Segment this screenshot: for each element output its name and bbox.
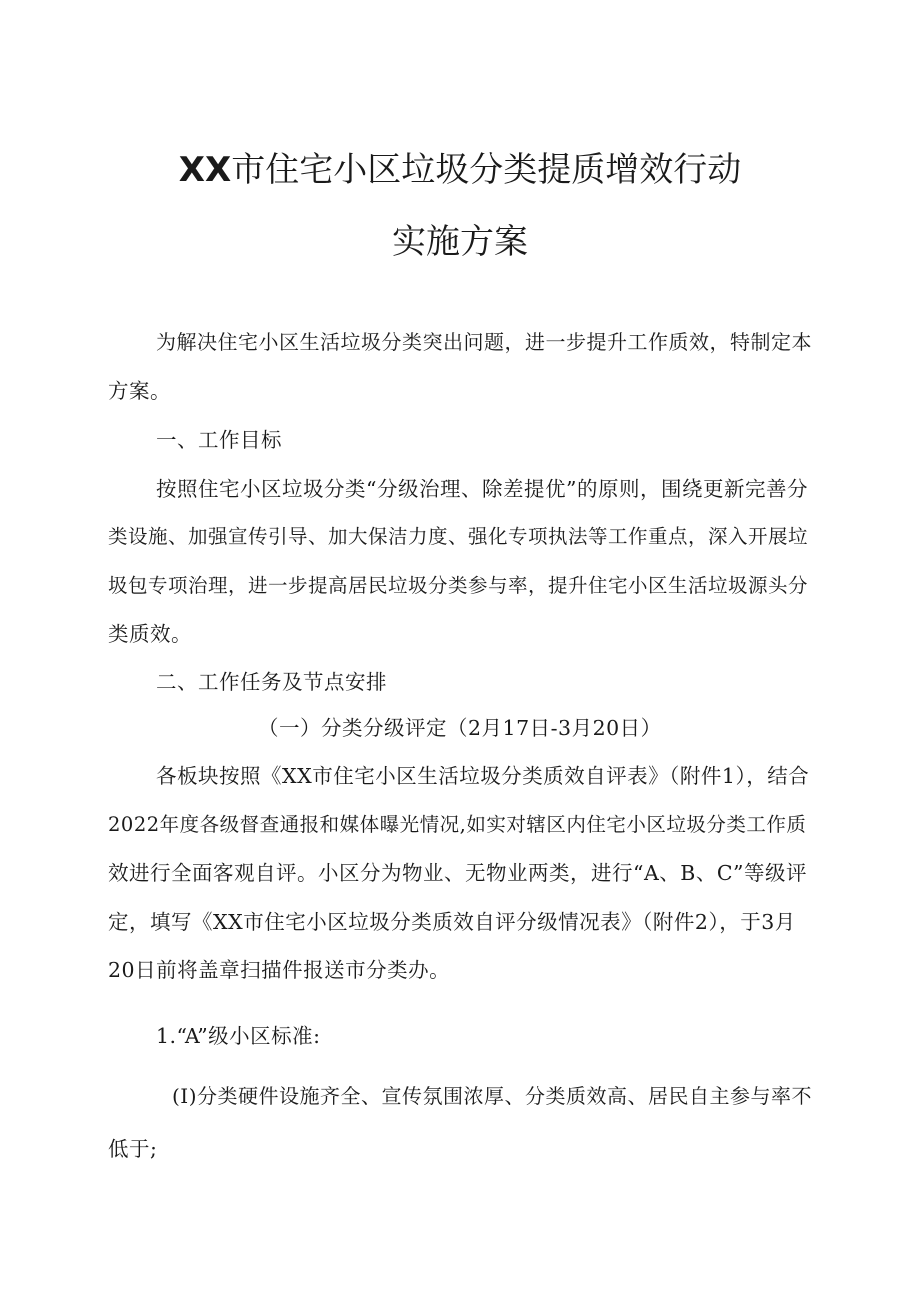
- grading-line-1: 各板块按照《XX市住宅小区生活垃圾分类质效自评表》（附件1），结合: [156, 764, 810, 788]
- a-grade-item-1-line-1: (I)分类硬件设施齐全、宣传氛围浓厚、分类质效高、居民自主参与率不: [172, 1084, 813, 1108]
- grading-line-3: 效进行全面客观自评。小区分为物业、无物业两类，进行“A、B、C”等级评: [108, 861, 808, 885]
- title-prefix: XX: [178, 150, 232, 190]
- goals-line-2: 类设施、加强宣传引导、加大保洁力度、强化专项执法等工作重点，深入开展垃: [108, 525, 809, 548]
- grading-line-4: 定，填写《XX市住宅小区垃圾分类质效自评分级情况表》（附件2），于3月: [108, 910, 796, 934]
- title-line-1-text: 市住宅小区垃圾分类提质增效行动: [231, 150, 742, 190]
- a-grade-standard-heading: 1.“A”级小区标准:: [156, 1024, 321, 1048]
- grading-line-5: 20日前将盖章扫描件报送市分类办。: [108, 958, 451, 982]
- grading-line-2: 2022年度各级督查通报和媒体曝光情况,如实对辖区内住宅小区垃圾分类工作质: [108, 813, 807, 836]
- section-heading-goals: 一、工作目标: [156, 428, 282, 452]
- intro-line-1: 为解决住宅小区生活垃圾分类突出问题，进一步提升工作质效，特制定本: [156, 330, 812, 354]
- goals-line-4: 类质效。: [108, 622, 192, 646]
- subsection-heading-grading: （一）分类分级评定（2月17日-3月20日）: [258, 716, 662, 740]
- goals-line-1: 按照住宅小区垃圾分类“分级治理、除差提优”的原则，围绕更新完善分: [156, 477, 808, 501]
- a-grade-item-1-line-2: 低于;: [108, 1137, 158, 1161]
- document-title-line-2: 实施方案: [392, 222, 528, 262]
- document-title-line-1: [0, 142, 920, 191]
- goals-line-3: 圾包专项治理，进一步提高居民垃圾分类参与率，提升住宅小区生活垃圾源头分: [108, 574, 809, 597]
- section-heading-tasks: 二、工作任务及节点安排: [156, 670, 387, 694]
- intro-line-2: 方案。: [108, 379, 171, 403]
